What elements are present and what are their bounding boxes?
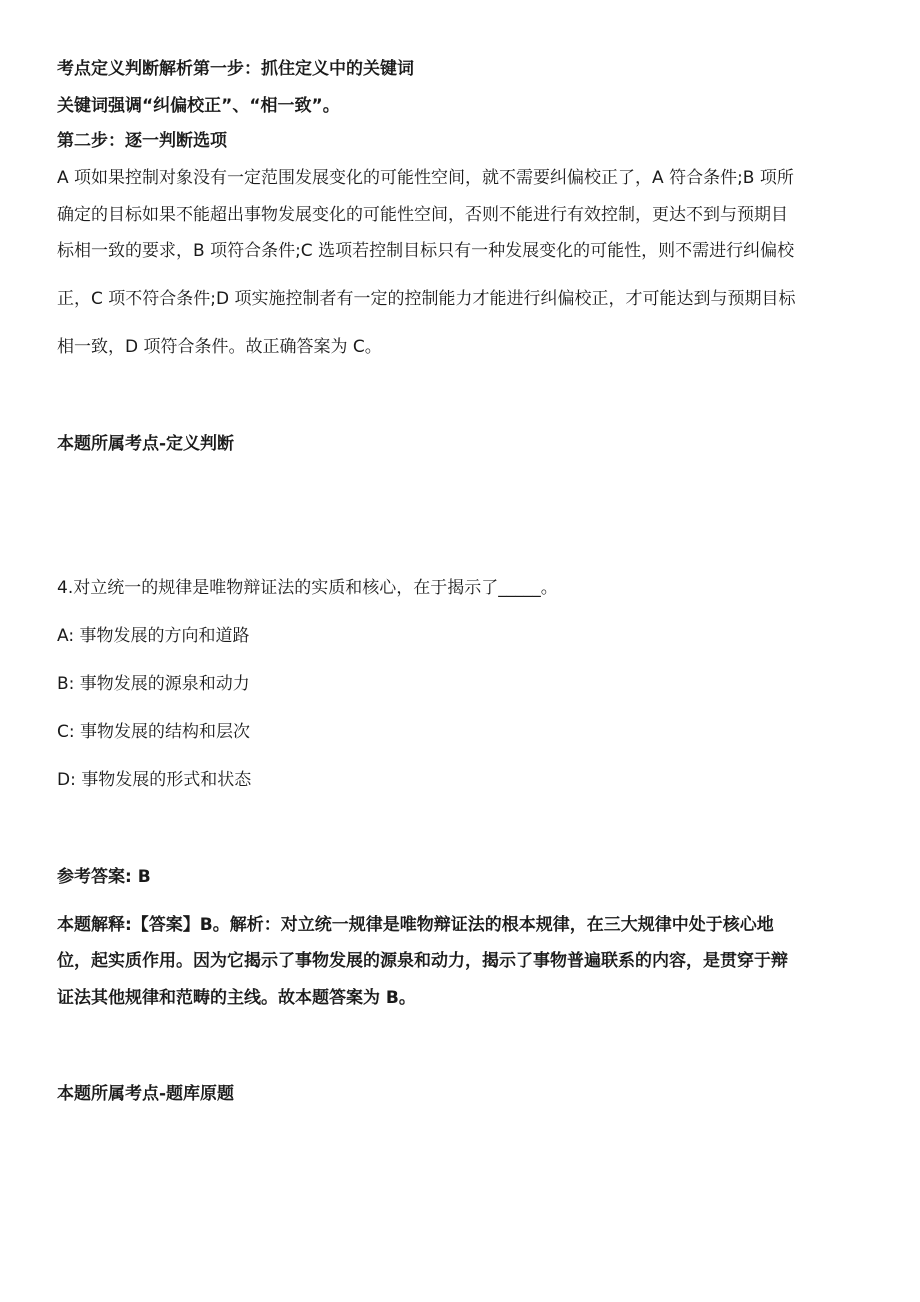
analysis-keywords: 关键词强调“纠偏校正”、“相一致”。 [57, 96, 340, 116]
analysis-step2: 第二步：逐一判断选项 [57, 131, 227, 151]
question-explanation-line: 本题解释:【答案】B。解析：对立统一规律是唯物辩证法的根本规律，在三大规律中处于核心地 [57, 915, 774, 935]
analysis-explanation-line: 正，C 项不符合条件;D 项实施控制者有一定的控制能力才能进行纠偏校正，才可能达到与预期目标 [57, 289, 796, 309]
analysis-explanation-line: 相一致，D 项符合条件。故正确答案为 C。 [57, 337, 382, 357]
analysis-explanation-line: 确定的目标如果不能超出事物发展变化的可能性空间，否则不能进行有效控制，更达不到与预期目 [57, 205, 788, 225]
analysis-explanation-line: A 项如果控制对象没有一定范围发展变化的可能性空间，就不需要纠偏校正了，A 符合条件;B 项所 [57, 168, 794, 188]
option-d: D: 事物发展的形式和状态 [57, 770, 252, 790]
option-b: B: 事物发展的源泉和动力 [57, 674, 250, 694]
question-explanation-line: 证法其他规律和范畴的主线。故本题答案为 B。 [57, 988, 416, 1008]
analysis-topic: 本题所属考点-定义判断 [57, 434, 235, 454]
reference-answer: 参考答案: B [57, 867, 151, 887]
question-explanation-line: 位，起实质作用。因为它揭示了事物发展的源泉和动力，揭示了事物普遍联系的内容，是贯穿于辩 [57, 951, 788, 971]
question-topic: 本题所属考点-题库原题 [57, 1084, 235, 1104]
analysis-explanation-line: 标相一致的要求，B 项符合条件;C 选项若控制目标只有一种发展变化的可能性，则不需进行纠偏校 [57, 241, 795, 261]
option-a: A: 事物发展的方向和道路 [57, 626, 250, 646]
option-c: C: 事物发展的结构和层次 [57, 722, 251, 742]
analysis-step1: 考点定义判断解析第一步：抓住定义中的关键词 [57, 59, 414, 79]
question-stem: 4.对立统一的规律是唯物辩证法的实质和核心，在于揭示了_____。 [57, 578, 558, 598]
